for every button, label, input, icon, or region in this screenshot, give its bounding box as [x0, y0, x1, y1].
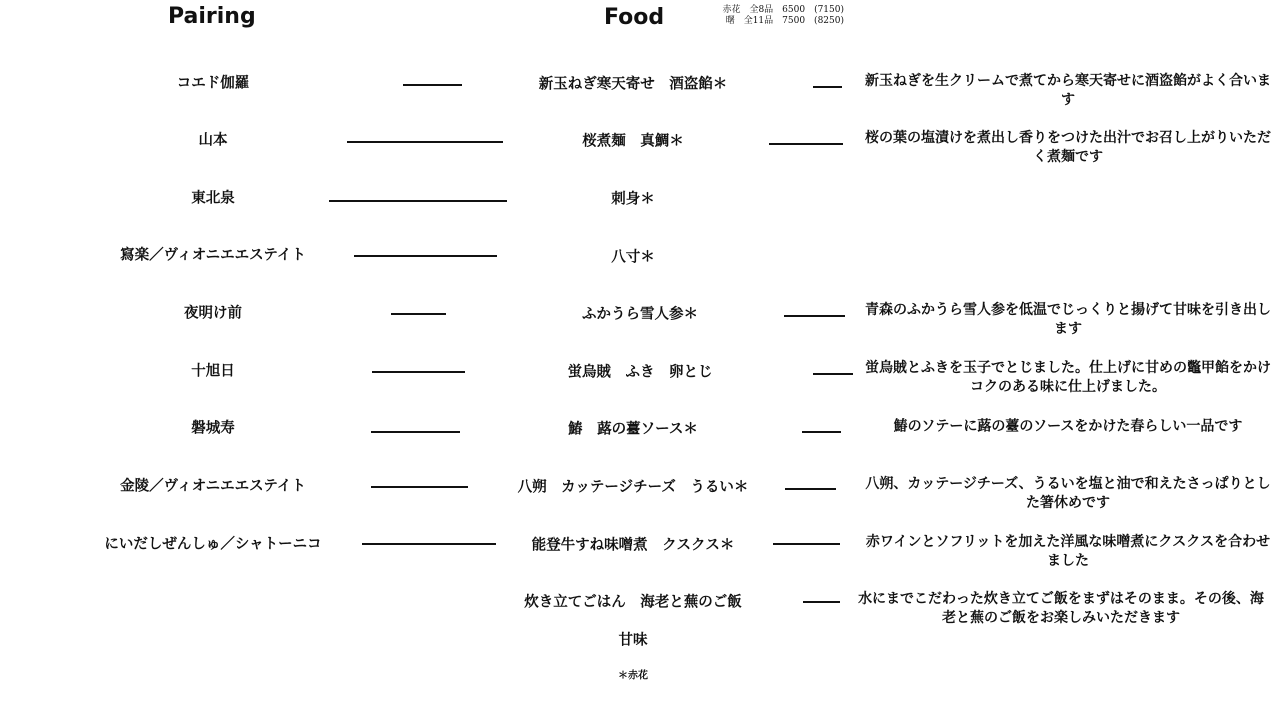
description-connector-line: [769, 143, 843, 145]
pairing-item: 東北泉: [191, 189, 235, 207]
pairing-connector-line: [371, 431, 460, 433]
description-connector-line: [813, 86, 842, 88]
pairing-connector-line: [391, 313, 446, 315]
food-item: 能登牛すね味噌煮 クスクス＊: [531, 536, 735, 554]
pairing-item: 寫楽／ヴィオニエエステイト: [120, 246, 306, 264]
food-item: 炊き立てごはん 海老と蕪のご飯: [524, 593, 742, 611]
pairing-item: 金陵／ヴィオニエエステイト: [120, 477, 306, 495]
food-description: 八朔、カッテージチーズ、うるいを塩と油で和えたさっぱりとした箸休めです: [865, 476, 1271, 511]
food-description: 赤ワインとソフリットを加えた洋風な味噌煮にクスクスを合わせました: [865, 534, 1271, 569]
food-item: 甘味: [618, 631, 648, 649]
pairing-item: 十旭日: [191, 362, 235, 380]
food-item: 八寸＊: [611, 248, 655, 266]
pairing-connector-line: [347, 141, 503, 143]
pairing-connector-line: [354, 255, 497, 257]
food-description: 蛍烏賊とふきを玉子でとじました。仕上げに甘めの鼈甲餡をかけコクのある味に仕上げました。: [865, 360, 1271, 395]
pairing-connector-line: [372, 371, 465, 373]
description-connector-line: [802, 431, 841, 433]
food-description: 桜の葉の塩漬けを煮出し香りをつけた出汁でお召し上がりいただく煮麺です: [865, 130, 1271, 165]
price-line-akebono: 曙 全11品 7500 (8250): [725, 16, 844, 26]
pairing-connector-line: [403, 84, 462, 86]
pairing-title: Pairing: [168, 4, 256, 29]
description-connector-line: [785, 488, 836, 490]
description-connector-line: [803, 601, 840, 603]
food-description: 青森のふかうら雪人参を低温でじっくりと揚げて甘味を引き出します: [865, 302, 1271, 337]
description-connector-line: [784, 315, 845, 317]
food-item: ふかうら雪人参＊: [582, 305, 698, 323]
pairing-item: にいだしぜんしゅ／シャトーニコ: [104, 535, 322, 553]
food-item: 刺身＊: [611, 190, 655, 208]
price-line-akabana: 赤花 全8品 6500 (7150): [722, 5, 844, 15]
pairing-item: 磐城寿: [191, 419, 235, 437]
food-item: 桜煮麺 真鯛＊: [582, 132, 684, 150]
course-prices: [712, 5, 844, 27]
footnote: ＊赤花: [618, 670, 648, 682]
pairing-item: 山本: [198, 131, 228, 149]
food-item: 蛍烏賊 ふき 卵とじ: [567, 363, 713, 381]
food-title: Food: [604, 5, 665, 30]
pairing-item: 夜明け前: [184, 304, 242, 322]
food-description: 新玉ねぎを生クリームで煮てから寒天寄せに酒盗餡がよく合います: [865, 73, 1271, 108]
food-item: 八朔 カッテージチーズ うるい＊: [517, 478, 749, 496]
food-item: 新玉ねぎ寒天寄せ 酒盗餡＊: [538, 75, 728, 93]
description-connector-line: [773, 543, 840, 545]
pairing-item: コエド伽羅: [176, 74, 250, 92]
pairing-connector-line: [371, 486, 468, 488]
pairing-connector-line: [329, 200, 507, 202]
food-description: 水にまでこだわった炊き立てご飯をまずはそのまま。その後、海老と蕪のご飯をお楽しみいただきます: [858, 591, 1264, 626]
pairing-connector-line: [362, 543, 496, 545]
food-item: 鰆 蕗の薹ソース＊: [568, 420, 698, 438]
description-connector-line: [813, 373, 853, 375]
food-description: 鰆のソテーに蕗の薹のソースをかけた春らしい一品です: [893, 418, 1243, 435]
